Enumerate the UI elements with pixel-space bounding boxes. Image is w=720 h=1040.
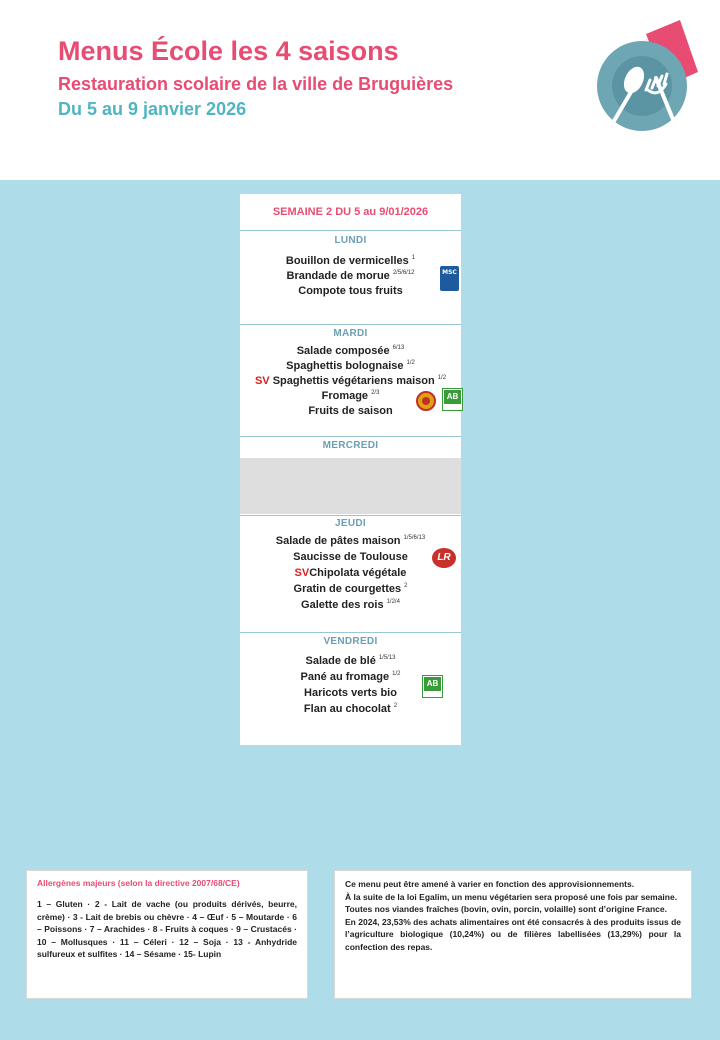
organic-ab-icon <box>422 675 443 698</box>
day-wednesday <box>240 439 461 453</box>
allergen-codes: 6/13 <box>392 345 405 351</box>
ab-label-text: AB <box>424 677 441 691</box>
day-thursday <box>240 517 461 613</box>
dish-item <box>240 374 461 389</box>
divider <box>240 324 461 325</box>
day-name: MERCREDI <box>322 440 379 451</box>
allergen-codes: 2 <box>393 703 398 709</box>
allergen-codes: 2/3 <box>371 390 380 396</box>
dish-item <box>240 550 461 565</box>
day-name: LUNDI <box>334 235 367 246</box>
dish-item <box>240 654 461 669</box>
label-rouge-text: LR <box>437 552 451 563</box>
week-title: SEMAINE 2 DU 5 au 9/01/2026 <box>240 194 461 231</box>
dish-item <box>240 534 461 549</box>
day-monday <box>240 234 461 299</box>
dish-label: Flan au chocolat <box>303 703 391 715</box>
allergen-codes: 1/2/4 <box>386 599 400 605</box>
dish-label: Brandade de morue <box>286 270 390 282</box>
dish-label: Haricots verts bio <box>304 687 397 699</box>
allergen-codes: 1/2 <box>392 671 401 677</box>
allergens-title: Allergènes majeurs (selon la directive 2007/68/CE) <box>37 878 240 888</box>
dish-label: Saucisse de Toulouse <box>293 551 408 563</box>
allergen-codes: 1/2 <box>406 360 415 366</box>
allergens-list: 1 – Gluten · 2 - Lait de vache (ou produits dérivés, beurre, crème) · 3 - Lait de brebis ou chèvre · 4 – Œuf · 5 – Moutarde · 6 – Poissons · 7 – Arachides · 8 - Fruits à coques · 9 – Crustacés · 10 – Mollusques · 11 – Céleri · 12 – Soja · 13 - Anhydride sulfureux et sulfites · 14 – Sésame · 15- Lupin <box>37 899 297 959</box>
dish-label: Salade composée <box>296 345 390 357</box>
divider <box>240 436 461 437</box>
dish-label: Gratin de courgettes <box>293 583 402 595</box>
plate-cutlery-icon <box>594 16 704 166</box>
divider <box>240 515 461 516</box>
info-box <box>334 870 692 999</box>
divider <box>240 632 461 633</box>
dish-label: Bouillon de vermicelles <box>285 255 409 267</box>
info-line: Ce menu peut être amené à varier en fonction des approvisionnements. <box>345 879 635 889</box>
info-line: Toutes nos viandes fraîches (bovin, ovin, porcin, volaille) sont d’origine France. <box>345 904 667 914</box>
dish-item <box>240 344 461 359</box>
msc-label-text: MSC <box>442 269 457 276</box>
dish-label: Fromage <box>321 390 369 402</box>
dish-item <box>240 582 461 597</box>
dish-label: Galette des rois <box>301 599 384 611</box>
dish-label: Chipolata végétale <box>309 567 407 579</box>
dish-label: Salade de pâtes maison <box>275 535 401 547</box>
dish-label: Compote tous fruits <box>298 285 403 297</box>
page-title: Menus École les 4 saisons <box>58 36 399 66</box>
no-service-block <box>240 458 461 514</box>
dish-item <box>240 254 461 269</box>
allergen-codes: 2 <box>404 583 408 589</box>
organic-ab-icon <box>442 388 463 411</box>
allergen-codes: 1/2 <box>437 375 447 381</box>
allergens-box <box>26 870 308 999</box>
info-line: En 2024, 23,53% des achats alimentaires ont été consacrés à des produits issus de l’agriculture biologique (10,24%) ou de filières labellisées (13,29%) pour la confection des repas. <box>345 916 681 952</box>
dish-label: Salade de blé <box>305 655 376 667</box>
day-tuesday <box>240 327 461 419</box>
day-name: VENDREDI <box>323 636 378 647</box>
dish-label: Spaghettis végétariens maison <box>272 375 435 387</box>
dish-item <box>240 359 461 374</box>
day-friday <box>240 635 461 717</box>
allergen-codes: 1/5/13 <box>378 655 396 661</box>
dish-label: Spaghettis bolognaise <box>286 360 404 372</box>
weekly-menu-card <box>240 194 461 745</box>
page-header <box>0 0 720 180</box>
dish-item <box>240 284 461 299</box>
allergen-codes: 1 <box>411 255 416 261</box>
dish-item <box>240 269 461 284</box>
dish-item <box>240 566 461 581</box>
msc-label-icon <box>440 266 459 291</box>
date-range: Du 5 au 9 janvier 2026 <box>58 99 247 119</box>
day-name: JEUDI <box>335 518 366 529</box>
page-subtitle: Restauration scolaire de la ville de Bruguières <box>58 74 454 94</box>
dish-item <box>240 702 461 717</box>
dish-label: Pané au fromage <box>300 671 390 683</box>
allergen-codes: 2/5/6/12 <box>392 270 415 276</box>
vegetarian-marker: SV <box>294 567 310 579</box>
allergen-codes: 1/5/6/13 <box>403 535 426 541</box>
day-name: MARDI <box>333 328 368 339</box>
aop-label-icon <box>416 391 436 411</box>
dish-item <box>240 598 461 613</box>
dish-label: Fruits de saison <box>308 405 393 417</box>
label-rouge-icon <box>432 548 456 568</box>
ab-label-text: AB <box>444 390 461 404</box>
vegetarian-marker: SV <box>254 375 270 387</box>
info-line: À la suite de la loi Egalim, un menu végétarien sera proposé une fois par semaine. <box>345 891 678 902</box>
